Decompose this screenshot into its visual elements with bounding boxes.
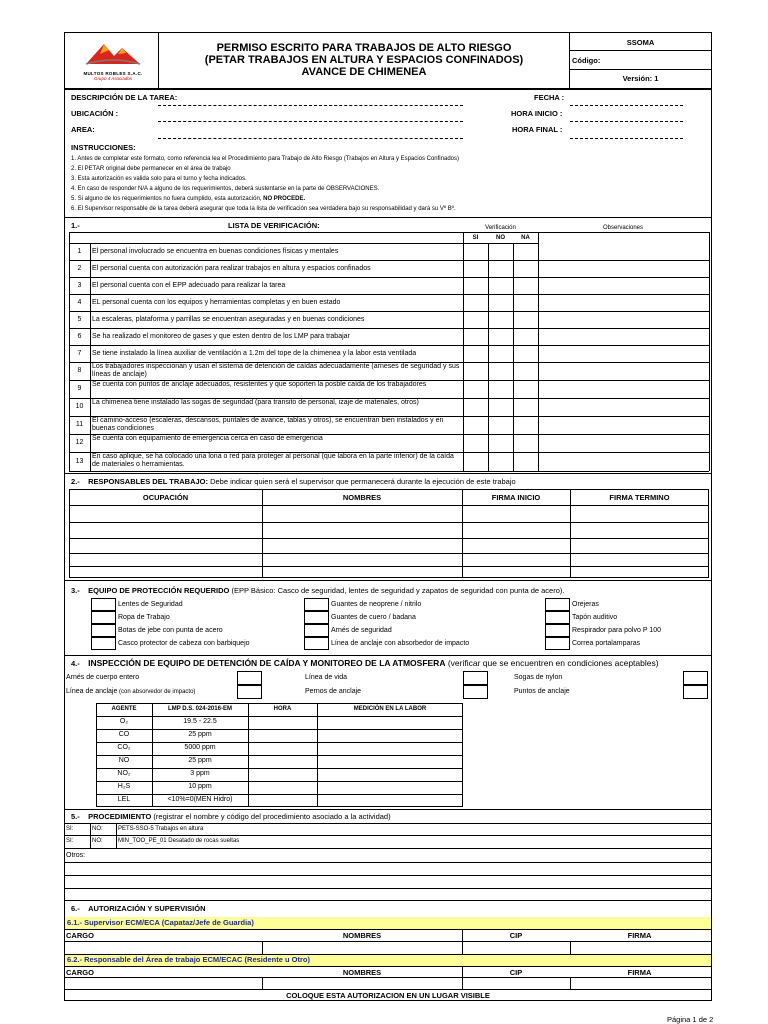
checklist-item-text: La escaleras, plataforma y parrillas se encuentran aseguradas y en buenas condiciones [92,316,365,323]
checklist-item-number: 9 [77,385,82,392]
checklist-item-text: EL personal cuenta con los equipos y herramientas completas y en buen estado [92,299,341,306]
version-label: Versión: 1 [622,74,659,83]
checklist-na-cell[interactable] [513,277,538,294]
checklist-no-cell[interactable] [488,243,513,260]
col-lmp: LMP D.S. 024-2016-EM [168,706,232,712]
ssoma-label: SSOMA [626,38,655,47]
section-6-header: 6.- AUTORIZACIÓN Y SUPERVISIÓN [71,904,206,913]
checklist-si-cell[interactable] [463,311,488,328]
checklist-na-cell[interactable] [513,434,538,452]
checklist-item-text: La chimenea tiene instalado las sogas de seguridad (para transito de personal, izaje de materiales, otros) [92,399,419,406]
ubicacion-field[interactable] [158,121,463,122]
instruction-6: 6. El Supervisor responsable de la tarea deberá asegurar que toda la lista de verificación sea verdadera bajo su responsabilidad y dará su Vº Bº. [71,206,456,212]
resp-col-firma: FIRMA [627,968,652,977]
linea-anclaje-label: Línea de anclaje (con absorvedor de impacto) [66,688,196,695]
epp-item-label: Botas de jebe con punta de acero [118,627,223,634]
checklist-item-text: Se cuenta con puntos de anclaje adecuados, resistentes y que soporten la posble caída de los trabajadores [92,381,427,388]
epp-item-label: Respirador para polvo P 100 [572,627,661,634]
checklist-si-cell[interactable] [463,277,488,294]
epp-checkbox[interactable] [545,611,570,624]
ubicacion-label: UBICACIÓN : [71,109,119,118]
resp-col-nombres: NOMBRES [342,968,382,977]
checklist-no-cell[interactable] [488,311,513,328]
instructions-title: INSTRUCCIONES: [71,143,136,152]
hora-final-label: HORA FINAL : [512,125,563,134]
col-firma-termino: FIRMA TERMINO [609,493,670,502]
supervisor-section: 6.1.- Supervisor ECM/ECA (Capataz/Jefe de Guardia) [65,917,711,929]
checklist-si-cell[interactable] [463,416,488,434]
sup-col-cargo: CARGO [66,931,94,940]
codigo-label: Código: [572,56,601,65]
arnes-label: Arnés de cuerpo entero [66,674,140,681]
instruction-4: 4. En caso de responder N/A a alguno de los requerimientos, deberá sustentarse en la parte de OBSERVACIONES. [71,186,380,192]
fecha-field[interactable] [570,105,683,106]
hora-inicio-field[interactable] [570,121,683,122]
pernos-check[interactable] [463,685,488,699]
checklist-si-cell[interactable] [463,452,488,471]
title-line-1: PERMISO ESCRITO PARA TRABAJOS DE ALTO RIESGO [216,42,512,54]
linea-vida-check[interactable] [463,671,488,685]
checklist-si-cell[interactable] [463,434,488,452]
col-firma-inicio: FIRMA INICIO [491,493,541,502]
checklist-item-number: 2 [77,264,82,272]
proc1-si: SI: [66,826,74,832]
arnes-check[interactable] [237,671,262,685]
page-number: Página 1 de 2 [667,1015,714,1024]
checklist-item-text: El camino-acceso (escaleras, descansos, puntales de avance, tablas y otros), se encuentran bien instalados y en buenas condiciones [92,417,444,432]
hora-final-field[interactable] [570,138,683,139]
observaciones-label: Observaciones [602,225,644,231]
proc2-no: NO: [92,838,103,844]
instruction-2: 2. El PETAR original debe permanecer en el área de trabajo [71,166,231,172]
section-4-header: 4.- INSPECCIÓN DE EQUIPO DE DETENCIÓN DE CAÍDA Y MONITOREO DE LA ATMOSFERA (verificar que se encuentren en condiciones aceptables) [71,658,659,668]
checklist-na-cell[interactable] [513,452,538,471]
checklist-item-number: 11 [75,421,84,428]
checklist-si-cell[interactable] [463,380,488,398]
checklist-si-cell[interactable] [463,345,488,362]
checklist-na-cell[interactable] [513,416,538,434]
agente-cell: O₂ [119,718,129,725]
checklist-item-number: 5 [77,315,82,323]
checklist-item-text: Se ha realizado el monitoreo de gases y que esten dentro de los LMP para trabajar [92,333,350,340]
proc2-si: SI: [66,838,74,844]
epp-checkbox[interactable] [91,611,116,624]
checklist-item-number: 6 [77,332,82,340]
checklist-na-cell[interactable] [513,311,538,328]
instruction-3: 3. Esta autorización es valida solo para el turno y fecha indicados. [71,176,247,182]
section-3-header: 3.- EQUIPO DE PROTECCIÓN REQUERIDO (EPP Básico: Casco de seguridad, lentes de seguridad y zapatos de seguridad con punta de acero). [71,586,565,595]
proc1-no: NO: [92,826,103,832]
checklist-no-cell[interactable] [488,452,513,471]
agente-cell: NO [118,757,130,764]
checklist-no-cell[interactable] [488,345,513,362]
sup-col-nombres: NOMBRES [342,931,382,940]
linea-vida-label: Línea de vida [305,674,348,681]
company-logo [78,40,148,80]
checklist-no-cell[interactable] [488,416,513,434]
agente-cell: CO [118,731,130,738]
lmp-cell: 19.5 - 22.5 [183,718,217,725]
fecha-label: FECHA : [534,93,565,102]
instructions-list [71,154,711,214]
col-hora: HORA [273,706,292,712]
pernos-label: Pernos de anclaje [305,688,362,695]
checklist-si-cell[interactable] [463,398,488,416]
epp-checkbox[interactable] [304,637,329,650]
responsable-section: 6.2.- Responsable del Área de trabajo ECM/ECAC (Residente u Otro) [65,954,711,966]
checklist-no-cell[interactable] [488,294,513,311]
agente-cell: CO₂ [117,744,131,751]
checklist-si-cell[interactable] [463,328,488,345]
checklist-item-text: Se tiene instalado la línea auxiliar de ventilación a 1.2m del tope de la chimenea y la labor esta ventilada [92,350,417,357]
verificacion-label: Verificación [485,225,516,231]
checklist-na-cell[interactable] [513,260,538,277]
epp-item-label: Guantes de cuero / badana [331,614,416,621]
checklist-item-number: 10 [75,403,84,410]
checklist-si-cell[interactable] [463,260,488,277]
resp-col-cargo: CARGO [66,968,94,977]
na-header: NA [521,235,530,241]
lmp-cell: 25 ppm [188,731,212,738]
footer-notice: COLOQUE ESTA AUTORIZACION EN UN LUGAR VISIBLE [286,991,490,1000]
checklist-item-text: Los trabajadores inspeccionan y usan el sistema de detención de caídas adecuadamente (arneses de seguridad y sus líneas de anclaje) [92,363,460,378]
linea-anclaje-check[interactable] [237,685,262,699]
checklist-item-text: El personal cuenta con el EPP adecuado para realizar la tarea [92,282,286,289]
epp-item-label: Casco protector de cabeza con barbiquejo [118,640,250,647]
section-5-header: 5.- PROCEDIMIENTO (registrar el nombre y código del procedimiento asociado a la actividad) [71,812,391,821]
epp-checkbox[interactable] [304,598,329,611]
checklist-item-text: En caso aplique, se ha colocado una lona o red para proteger al personal (que labora en la parte inferior) de la caída de materiales o herramientas. [92,453,454,468]
area-field[interactable] [158,138,463,139]
epp-item-label: Ropa de Trabajo [118,614,170,621]
checklist-no-cell[interactable] [488,398,513,416]
lmp-cell: <10%=0(MEN Hidro) [167,796,233,803]
agente-cell: NO₂ [117,770,131,777]
company-name: MULTOS ROBLES S.A.C. [83,71,143,76]
epp-item-label: Lentes de Seguridad [118,601,183,608]
lmp-cell: 10 ppm [188,783,212,790]
epp-checkbox[interactable] [304,624,329,637]
epp-checkbox[interactable] [545,624,570,637]
checklist-item-text: El personal cuenta con autorización para realizar trabajos en altura y espacios confinados [92,265,371,272]
si-header: SI [472,235,479,241]
checklist-no-cell[interactable] [488,260,513,277]
checklist-item-number: 4 [77,298,82,306]
checklist-no-cell[interactable] [488,362,513,380]
checklist-title: LISTA DE VERIFICACIÓN: [228,221,320,230]
col-ocupacion: OCUPACIÓN [142,493,189,502]
form-title [160,42,568,78]
area-label: AREA: [71,125,95,134]
descripcion-field[interactable] [158,105,463,106]
checklist-si-cell[interactable] [463,294,488,311]
col-nombres: NOMBRES [342,493,382,502]
puntos-check[interactable] [683,685,708,699]
sogas-check[interactable] [683,671,708,685]
col-agente: AGENTE [111,706,137,712]
checklist-no-cell[interactable] [488,380,513,398]
checklist-item-number: 3 [77,281,82,289]
sogas-label: Sogas de nylon [514,674,563,681]
checklist-item-text: El personal involucrado se encuentra en buenas condiciones físicas y mentales [92,248,339,255]
title-line-3: AVANCE DE CHIMENEA [301,66,427,78]
checklist-item-number: 8 [77,367,82,374]
checklist-item-text: Se cuenta con equipamiento de emergencia cerca en caso de emergencia [92,435,323,442]
epp-item-label: Orejeras [572,601,599,608]
checklist-si-cell[interactable] [463,243,488,260]
epp-item-label: Línea de anclaje con absorbedor de impacto [331,640,470,647]
title-line-2: (PETAR TRABAJOS EN ALTURA Y ESPACIOS CONFINADOS) [204,54,524,66]
checklist-no-cell[interactable] [488,277,513,294]
sup-col-firma: FIRMA [627,931,652,940]
no-header: NO [496,235,505,241]
proc1-name: PETS-SSO-5 Trabajos en altura [118,826,204,832]
checklist-na-cell[interactable] [513,294,538,311]
descripcion-label: DESCRIPCIÓN DE LA TAREA: [71,93,178,102]
epp-item-label: Tapón auditivo [572,614,618,621]
checklist-na-cell[interactable] [513,328,538,345]
epp-item-label: Correa portalamparas [572,640,641,647]
epp-item-label: Guantes de neoprene / nitrilo [331,601,422,608]
company-subtitle: Grupo 4 Asociados [93,76,133,81]
agente-cell: LEL [117,796,131,803]
hora-inicio-label: HORA INICIO : [511,109,563,118]
checklist-item-number: 12 [75,439,84,446]
col-medicion: MEDICIÓN EN LA LABOR [353,706,427,712]
checklist-na-cell[interactable] [513,243,538,260]
checklist-item-number: 7 [77,349,82,357]
checklist-na-cell[interactable] [513,362,538,380]
epp-item-label: Arnés de seguridad [331,627,392,634]
lmp-cell: 25 ppm [188,757,212,764]
lmp-cell: 5000 ppm [184,744,216,751]
sup-col-cip: CIP [509,931,523,940]
checklist-na-cell[interactable] [513,345,538,362]
otros-label: Otros: [66,852,86,859]
epp-checkbox[interactable] [91,637,116,650]
section-2-header: 2.- RESPONSABLES DEL TRABAJO: Debe indicar quien será el supervisor que permanecerá durante la ejecución de este trabajo [71,477,516,486]
checklist-item-number: 1 [77,247,82,255]
section-1-num: 1.- [71,221,80,230]
puntos-label: Puntos de anclaje [514,688,570,695]
mountain-logo-icon [78,40,148,66]
proc2-name: MIN_TOO_PE_01 Desatado de rocas sueltas [118,838,240,844]
checklist-na-cell[interactable] [513,398,538,416]
epp-checkbox[interactable] [545,637,570,650]
checklist-no-cell[interactable] [488,328,513,345]
lmp-cell: 3 ppm [190,770,210,777]
checklist-item-number: 13 [75,457,84,465]
checklist-no-cell[interactable] [488,434,513,452]
resp-col-cip: CIP [509,968,523,977]
instruction-5: 5. Si alguno de los requerimientos no fuera cumplido, esta autorización, NO PROCEDE. [71,196,306,202]
checklist-na-cell[interactable] [513,380,538,398]
epp-checkbox[interactable] [91,624,116,637]
responsables-table [69,489,709,578]
agente-cell: H₂S [117,783,131,790]
epp-checkbox[interactable] [304,611,329,624]
epp-checkbox[interactable] [545,598,570,611]
epp-checkbox[interactable] [91,598,116,611]
instruction-1: 1. Antes de completar este formato, como referencia lea el Procedimiento para Trabajo de Alto Riesgo (Trabajos en Altura y Espacios Confinados) [71,156,459,162]
checklist-si-cell[interactable] [463,362,488,380]
